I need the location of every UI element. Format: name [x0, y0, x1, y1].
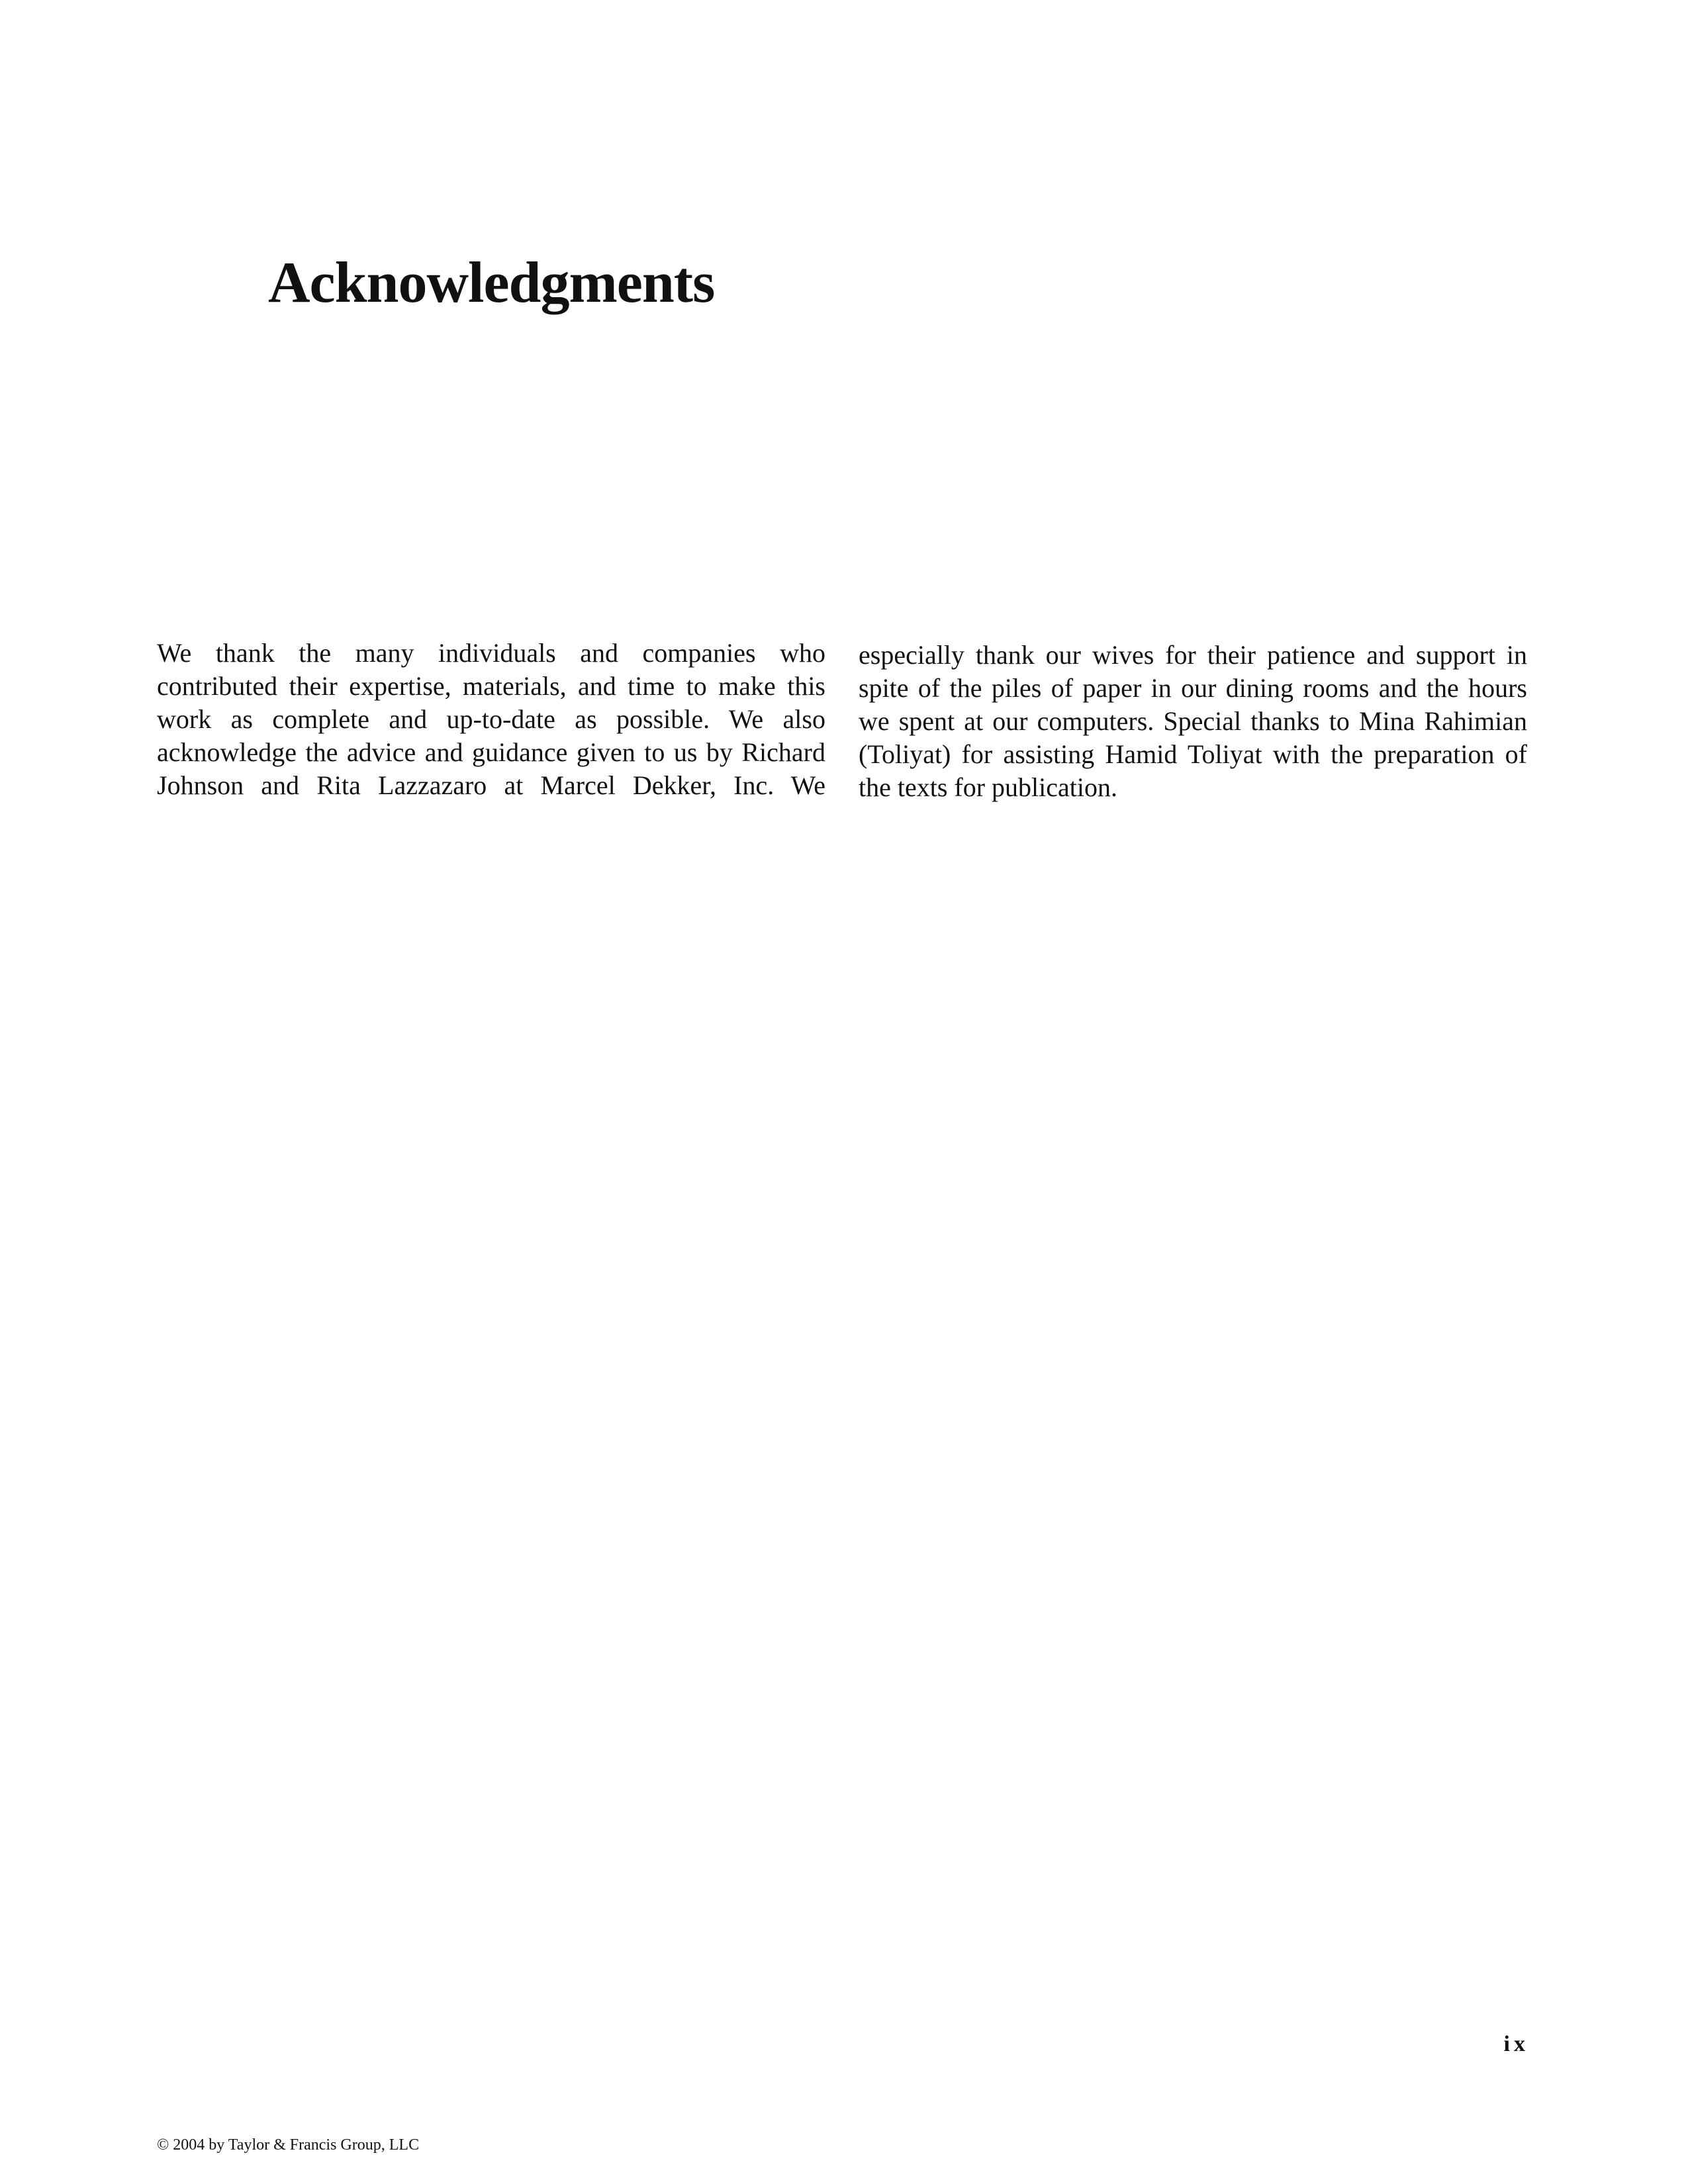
- body-text-left-column: [157, 637, 825, 802]
- text-line: the texts for publication.: [859, 772, 1118, 802]
- text-line: We thank the many individuals and companies who: [157, 638, 825, 668]
- text-line: we spent at our computers. Special thanks to Mina Rahimian: [859, 706, 1527, 736]
- page-title: Acknowledgments: [268, 251, 715, 315]
- text-line: especially thank our wives for their patience and support in: [859, 640, 1527, 670]
- text-line: Johnson and Rita Lazzazaro at Marcel Dekker, Inc. We: [157, 770, 825, 800]
- text-line: work as complete and up-to-date as possible. We also: [157, 704, 825, 734]
- text-line: acknowledge the advice and guidance given to us by Richard: [157, 737, 825, 767]
- text-line: (Toliyat) for assisting Hamid Toliyat with the preparation of: [859, 739, 1527, 769]
- text-line: contributed their expertise, materials, and time to make this: [157, 671, 825, 701]
- text-line: spite of the piles of paper in our dining rooms and the hours: [859, 673, 1527, 703]
- body-text-right-column: [859, 639, 1527, 804]
- copyright-notice: © 2004 by Taylor & Francis Group, LLC: [157, 2136, 420, 2154]
- page-number: ix: [1503, 2032, 1529, 2056]
